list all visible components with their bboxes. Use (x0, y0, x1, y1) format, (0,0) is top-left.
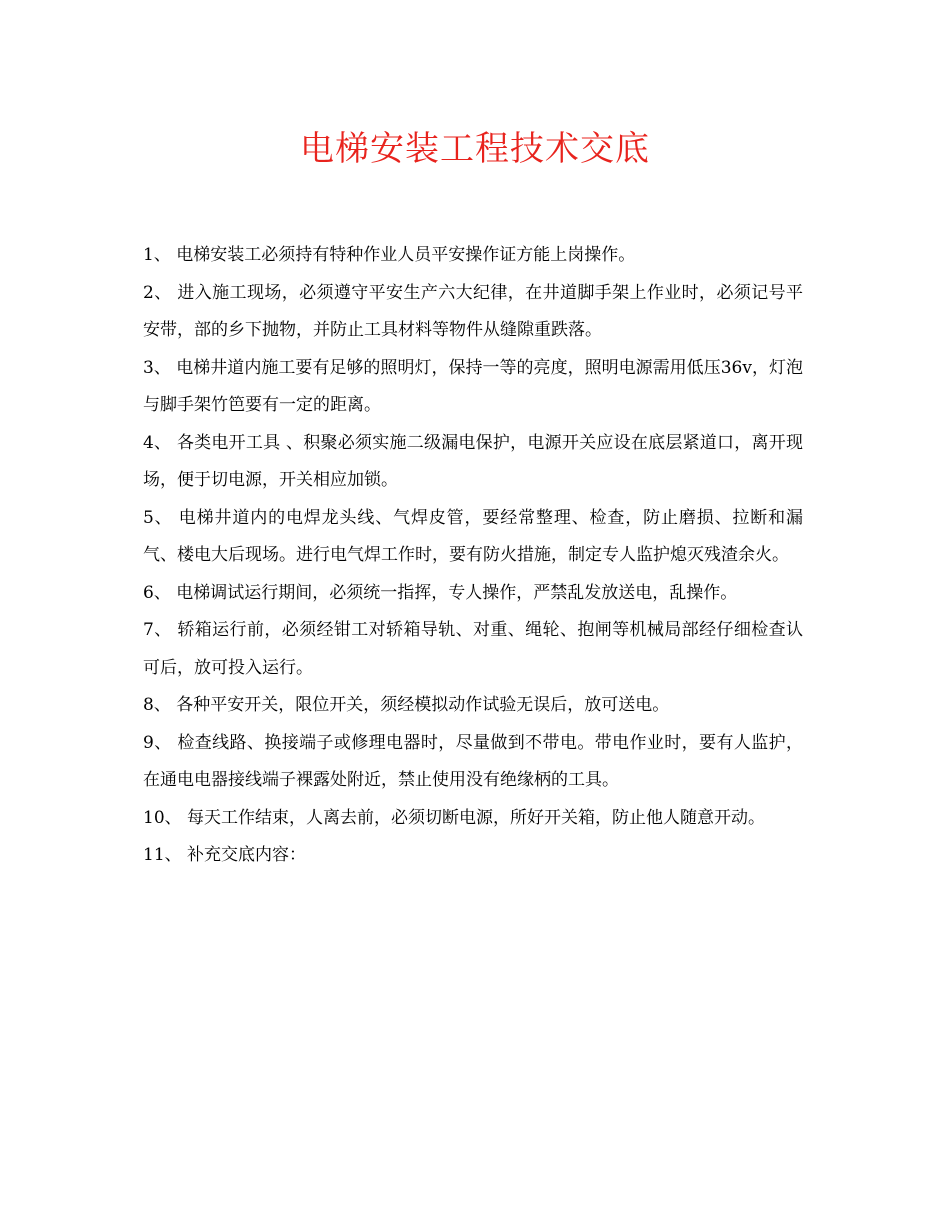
list-item: 4、 各类电开工具 、积聚必须实施二级漏电保护，电源开关应设在底层紧道口，离开现场，便于切电源，开关相应加锁。 (143, 432, 803, 490)
list-item: 1、 电梯安装工必须持有特种作业人员平安操作证方能上岗操作。 (143, 245, 636, 265)
list-item: 7、 轿箱运行前，必须经钳工对轿箱导轨、对重、绳轮、抱闸等机械局部经仔细检查认可后，放可投入运行。 (143, 620, 803, 678)
list-item: 2、 进入施工现场，必须遵守平安生产六大纪律，在井道脚手架上作业时，必须记号平安带，部的乡下抛物，并防止工具材料等物件从缝隙重跌落。 (143, 282, 803, 340)
list-item: 3、 电梯井道内施工要有足够的照明灯，保持一等的亮度，照明电源需用低压36v，灯泡与脚手架竹笆要有一定的距离。 (143, 357, 803, 415)
list-item: 11、 补充交底内容： (143, 845, 307, 865)
item-list (143, 237, 803, 875)
list-item: 9、 检查线路、换接端子或修理电器时，尽量做到不带电。带电作业时，要有人监护，在通电电器接线端子裸露处附近，禁止使用没有绝缘柄的工具。 (143, 732, 803, 790)
list-item: 8、 各种平安开关，限位开关，须经模拟动作试验无误后，放可送电。 (143, 695, 670, 715)
list-item: 5、 电梯井道内的电焊龙头线、气焊皮管，要经常整理、检查，防止磨损、拉断和漏气、楼电大后现场。进行电气焊工作时，要有防火措施，制定专人监护熄灭残渣余火。 (143, 507, 803, 565)
document-title: 电梯安装工程技术交底 (300, 129, 650, 169)
list-item: 10、 每天工作结束，人离去前，必须切断电源，所好开关箱，防止他人随意开动。 (143, 807, 766, 828)
list-item: 6、 电梯调试运行期间，必须统一指挥，专人操作，严禁乱发放送电，乱操作。 (143, 582, 738, 603)
